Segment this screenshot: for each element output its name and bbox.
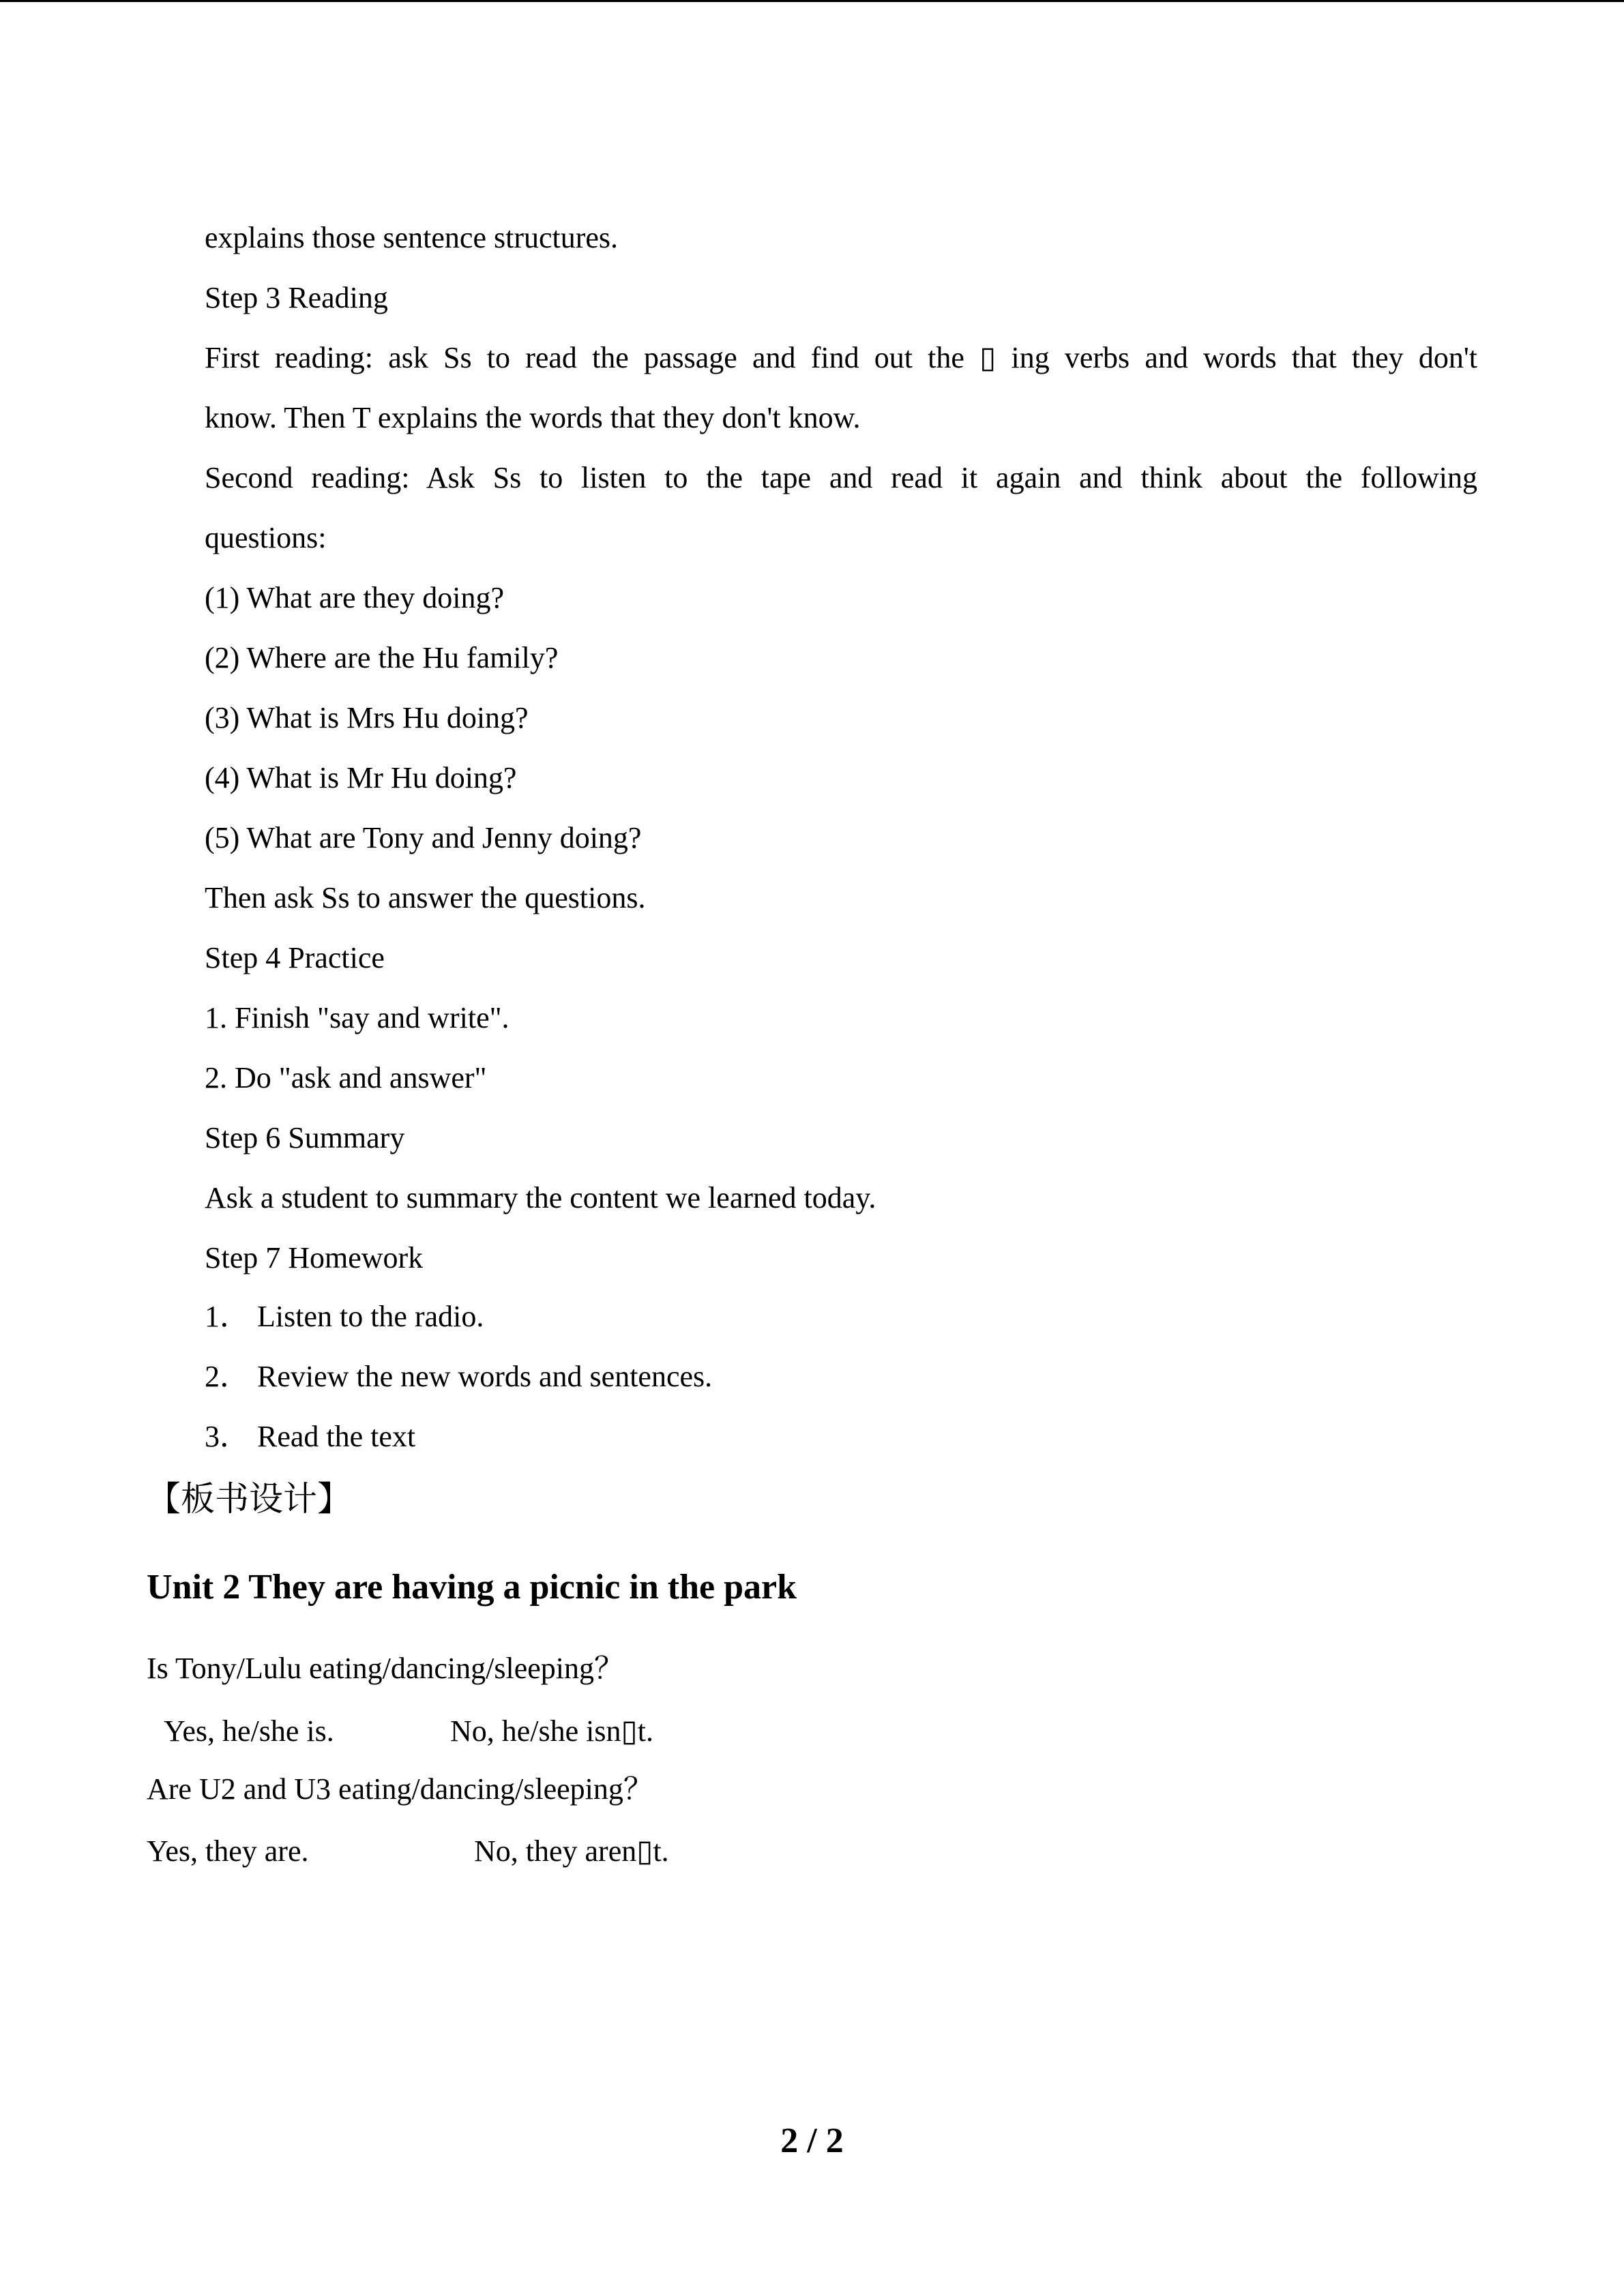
text-line: questions: xyxy=(205,521,327,554)
question-item: (1) What are they doing? xyxy=(205,581,505,614)
list-item: 1． Listen to the radio. xyxy=(205,1300,484,1333)
text-line: explains those sentence structures. xyxy=(205,221,619,254)
text-line: Then ask Ss to answer the questions. xyxy=(205,881,646,914)
text-line: know. Then T explains the words that they don't know. xyxy=(205,401,861,434)
board-design-heading: 【板书设计】 xyxy=(147,1479,351,1519)
list-item: 2． Review the new words and sentences. xyxy=(205,1360,713,1393)
question-item: (3) What is Mrs Hu doing? xyxy=(205,701,529,734)
board-question: Is Tony/Lulu eating/dancing/sleeping？ xyxy=(147,1652,624,1685)
board-answer-yes: Yes, he/she is. xyxy=(164,1714,334,1748)
page-number: 2 / 2 xyxy=(780,2121,844,2160)
list-item: 2. Do "ask and answer" xyxy=(205,1061,487,1094)
step-heading: Step 6 Summary xyxy=(205,1121,405,1154)
question-item: (2) Where are the Hu family? xyxy=(205,641,559,674)
text-line: First reading: ask Ss to read the passage and find out the ▯ ing verbs and words that they don't xyxy=(205,341,1477,374)
board-answer-yes: Yes, they are. xyxy=(147,1834,309,1868)
question-item: (4) What is Mr Hu doing? xyxy=(205,761,517,794)
step-heading: Step 3 Reading xyxy=(205,281,388,314)
board-answer-no: No, they aren▯t. xyxy=(474,1834,669,1868)
step-heading: Step 4 Practice xyxy=(205,941,385,974)
top-border xyxy=(0,0,1624,2)
board-question: Are U2 and U3 eating/dancing/sleeping？ xyxy=(147,1772,653,1806)
step-heading: Step 7 Homework xyxy=(205,1241,424,1274)
text-line: Second reading: Ask Ss to listen to the tape and read it again and think about the following xyxy=(205,461,1477,494)
board-answer-no: No, he/she isn▯t. xyxy=(450,1714,653,1748)
text-line: Ask a student to summary the content we learned today. xyxy=(205,1181,876,1214)
list-item: 3． Read the text xyxy=(205,1420,416,1453)
list-item: 1. Finish "say and write". xyxy=(205,1001,510,1034)
question-item: (5) What are Tony and Jenny doing? xyxy=(205,821,642,854)
unit-title: Unit 2 They are having a picnic in the park xyxy=(147,1568,797,1607)
